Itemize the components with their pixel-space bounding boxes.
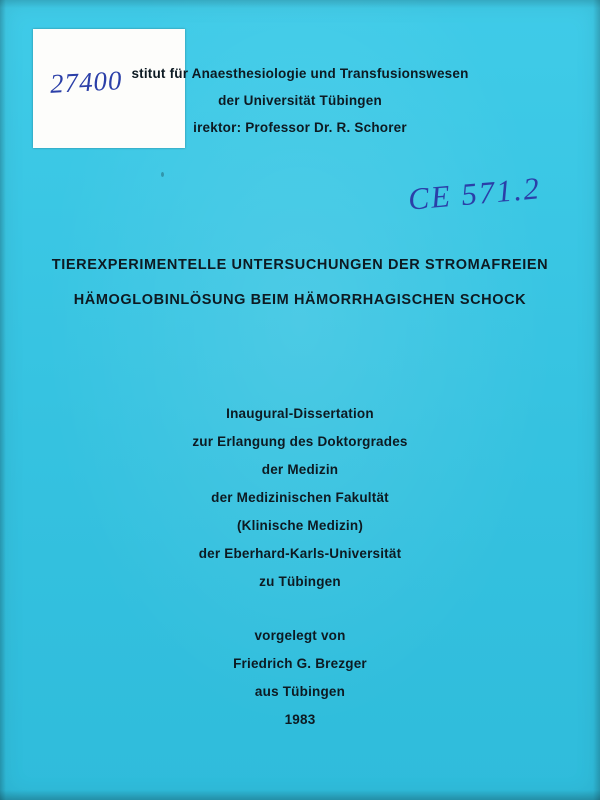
author-name: Friedrich G. Brezger [233, 656, 367, 671]
author-line-1: vorgelegt von [254, 628, 346, 643]
title-line-1: TIEREXPERIMENTELLE UNTERSUCHUNGEN DER STROMAFREIEN [51, 257, 549, 273]
title-line-2: HÄMOGLOBINLÖSUNG BEIM HÄMORRHAGISCHEN SCHOCK [73, 292, 527, 308]
dissertation-line-7: zu Tübingen [259, 574, 341, 589]
dissertation-line-5: (Klinische Medizin) [236, 518, 364, 533]
page-edge-bottom [0, 790, 600, 800]
author-origin: aus Tübingen [254, 684, 346, 699]
dissertation-line-6: der Eberhard-Karls-Universität [198, 546, 402, 561]
page-edge-top [0, 0, 600, 8]
dissertation-block [0, 400, 600, 596]
institute-block [0, 60, 600, 141]
publication-year: 1983 [284, 712, 316, 727]
shelf-mark-annotation: CE 571.2 [406, 170, 543, 217]
author-block [0, 622, 600, 734]
page-title [0, 248, 600, 318]
dissertation-line-4: der Medizinischen Fakultät [211, 490, 389, 505]
institute-line-2: der Universität Tübingen [218, 93, 382, 108]
dissertation-line-2: zur Erlangung des Doktorgrades [192, 434, 408, 449]
scan-speck [161, 172, 164, 177]
institute-line-3: irektor: Professor Dr. R. Schorer [193, 120, 407, 135]
dissertation-line-3: der Medizin [261, 462, 339, 477]
accession-number: 27400 [49, 65, 124, 99]
institute-line-1: stitut für Anaesthesiologie und Transfusionswesen [131, 66, 469, 81]
dissertation-line-1: Inaugural-Dissertation [226, 406, 374, 421]
